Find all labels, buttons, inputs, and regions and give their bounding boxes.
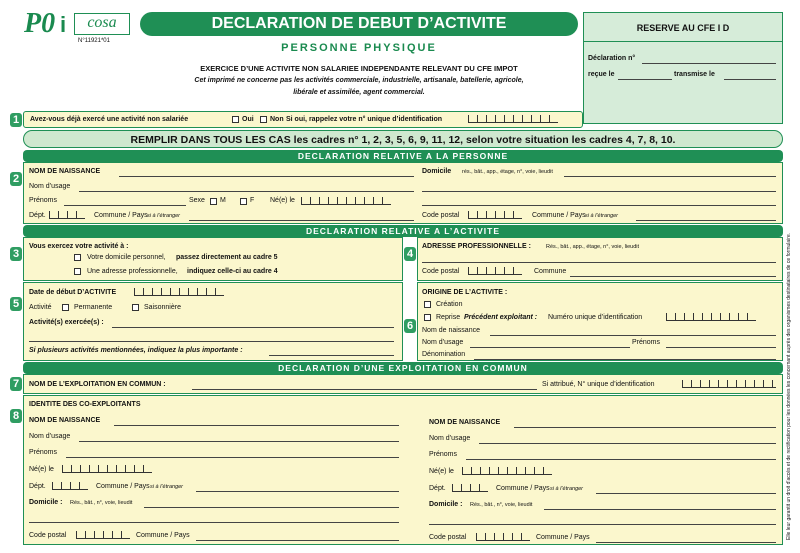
s6-prenoms-label: Prénoms <box>632 339 661 346</box>
s3-domicile-checkbox[interactable] <box>74 254 81 261</box>
s8b-commune-label: Commune / Pays <box>496 485 550 492</box>
s5-exercee-field-1[interactable] <box>112 327 394 328</box>
s6-nom-label: Nom de naissance <box>422 327 480 334</box>
s5-permanente-checkbox[interactable] <box>62 304 69 311</box>
s1-oui-checkbox[interactable] <box>232 116 239 123</box>
s3-adresse-checkbox[interactable] <box>74 268 81 275</box>
cosa-logo: cosa <box>74 13 130 35</box>
s8a-domicile-field-2[interactable] <box>29 522 399 523</box>
s2-usage-label: Nom d’usage <box>29 183 71 190</box>
s8b-prenoms-field[interactable] <box>466 459 776 460</box>
s8b-commune2-label: Commune / Pays <box>536 534 590 541</box>
bar-personne: DECLARATION RELATIVE A LA PERSONNE <box>23 150 783 162</box>
s8a-usage-label: Nom d’usage <box>29 433 71 440</box>
s6-creation-checkbox[interactable] <box>424 301 431 308</box>
s5-plusieurs-label: Si plusieurs activités mentionnées, indiquez la plus importante : <box>29 347 243 354</box>
s2-prenoms-label: Prénoms <box>29 197 58 204</box>
s8a-dept-field[interactable] <box>52 482 88 490</box>
s1-non-checkbox[interactable] <box>260 116 267 123</box>
s8b-usage-field[interactable] <box>479 443 776 444</box>
reserve-declaration-label: Déclaration n° <box>588 55 636 62</box>
side-legal-text: Elle leur garantit un droit d’accès et de rectification pour les données les concernant auprès des organismes destinataires de ce formulaire. <box>786 232 792 540</box>
s5-saisonniere-checkbox[interactable] <box>132 304 139 311</box>
s8b-ne-field[interactable] <box>462 467 552 475</box>
reserve-recu-label: reçue le <box>588 71 615 78</box>
s8a-domicile-label: Domicile : <box>29 499 63 506</box>
section-6-number: 6 <box>404 319 416 333</box>
bar-activite: DECLARATION RELATIVE A L’ACTIVITE <box>23 225 783 237</box>
s8-title: IDENTITE DES CO-EXPLOITANTS <box>29 401 141 408</box>
s6-numid-field[interactable] <box>666 313 756 321</box>
s8b-dept-label: Dépt. <box>429 485 446 492</box>
s2-domicile-field-3[interactable] <box>422 205 776 206</box>
section-8-number: 8 <box>10 409 22 423</box>
section-7-panel <box>23 374 783 394</box>
s8a-domicile-hint: Rés., bât., n°, voie, lieudit <box>70 500 133 506</box>
s6-numid-label: Numéro unique d’identification <box>548 314 643 321</box>
s7-label: NOM DE L’EXPLOITATION EN COMMUN : <box>29 381 166 388</box>
s8a-commune2-label: Commune / Pays <box>136 532 190 539</box>
s2-commune2-field[interactable] <box>636 220 776 221</box>
s8a-etranger-hint: si à l’étranger <box>150 484 184 490</box>
s2-nom-label: NOM DE NAISSANCE <box>29 168 101 175</box>
s8a-nom-field[interactable] <box>114 425 399 426</box>
s2-sexe-f-checkbox[interactable] <box>240 198 247 205</box>
s3-opt2b: indiquez celle-ci au cadre 4 <box>187 268 278 275</box>
s8b-nom-label: NOM DE NAISSANCE <box>429 419 501 426</box>
s6-precedent-label: Précédent exploitant : <box>464 314 538 321</box>
s8b-usage-label: Nom d’usage <box>429 435 471 442</box>
s6-prenoms-field[interactable] <box>666 347 776 348</box>
s2-nom-field[interactable] <box>119 176 414 177</box>
s8b-dept-field[interactable] <box>452 484 488 492</box>
s7-nom-field[interactable] <box>192 389 537 390</box>
s8a-ne-label: Né(e) le <box>29 466 54 473</box>
s8b-commune-field[interactable] <box>596 493 776 494</box>
s1-non-label: Non <box>270 116 284 123</box>
s4-commune-field[interactable] <box>570 276 776 277</box>
s2-sexe-f-label: F <box>250 197 255 204</box>
s6-usage-field[interactable] <box>470 347 630 348</box>
s6-usage-label: Nom d’usage <box>422 339 464 346</box>
s8a-commune-field[interactable] <box>196 491 399 492</box>
s8a-nom-label: NOM DE NAISSANCE <box>29 417 101 424</box>
reserve-transmise-label: transmise le <box>674 71 715 78</box>
s8b-etranger-hint: si à l’étranger <box>550 486 584 492</box>
s8b-ne-label: Né(e) le <box>429 468 454 475</box>
form-note-2: libérale et assimilée, agent commercial. <box>293 89 425 96</box>
s8a-prenoms-field[interactable] <box>66 457 399 458</box>
section-8-panel <box>23 395 783 545</box>
s8b-nom-field[interactable] <box>514 427 776 428</box>
s2-domicile-field-2[interactable] <box>422 191 776 192</box>
s6-nom-field[interactable] <box>490 335 776 336</box>
section-4-panel <box>417 237 783 281</box>
s1-id-field[interactable] <box>468 115 558 123</box>
s1-oui-label: Oui <box>242 116 254 123</box>
section-4-number: 4 <box>404 247 416 261</box>
s1-si-oui-label: Si oui, rappelez votre n° unique d’identification <box>286 116 443 123</box>
s6-denomination-field[interactable] <box>474 359 776 360</box>
reserve-declaration-field[interactable] <box>642 63 776 64</box>
s4-commune-label: Commune <box>534 268 567 275</box>
reserve-transmise-field[interactable] <box>724 79 776 80</box>
s6-reprise-label: Reprise <box>436 314 461 321</box>
s4-title: ADRESSE PROFESSIONNELLE : <box>422 243 531 250</box>
s2-cp-label: Code postal <box>422 212 460 219</box>
form-reference: N°11921*01 <box>78 38 110 44</box>
s2-sexe-m-checkbox[interactable] <box>210 198 217 205</box>
s3-question: Vous exercez votre activité à : <box>29 243 129 250</box>
s6-reprise-checkbox[interactable] <box>424 314 431 321</box>
s8b-domicile-field-2[interactable] <box>429 524 776 525</box>
s5-permanente-label: Permanente <box>74 304 113 311</box>
s8b-cp-label: Code postal <box>429 534 467 541</box>
s8b-prenoms-label: Prénoms <box>429 451 458 458</box>
section-7-number: 7 <box>10 377 22 391</box>
s2-sexe-label: Sexe <box>189 197 205 204</box>
section-6-panel <box>417 282 783 361</box>
s5-exercee-label: Activité(s) exercée(s) : <box>29 319 104 326</box>
s8a-dept-label: Dépt. <box>29 483 46 490</box>
s4-adresse-field[interactable] <box>422 262 776 263</box>
s5-date-label: Date de début D’ACTIVITE <box>29 289 117 296</box>
s5-plusieurs-field[interactable] <box>269 355 394 356</box>
reserve-title: RESERVE AU CFE I D <box>584 13 782 42</box>
s6-title: ORIGINE DE L’ACTIVITE : <box>422 289 508 296</box>
s8b-domicile-field-1[interactable] <box>544 509 776 510</box>
s2-sexe-m-label: M <box>220 197 226 204</box>
s2-prenoms-field[interactable] <box>64 205 186 206</box>
s2-etranger-hint: si à l’étranger <box>147 213 181 219</box>
section-1-panel <box>23 111 583 128</box>
s8a-commune-label: Commune / Pays <box>96 483 150 490</box>
s3-opt1a: Votre domicile personnel, <box>87 254 166 261</box>
s2-usage-field[interactable] <box>79 191 414 192</box>
s4-cp-label: Code postal <box>422 268 460 275</box>
s5-date-field[interactable] <box>134 288 224 296</box>
s1-question: Avez-vous déjà exercé une activité non salariée <box>30 116 189 123</box>
form-subtitle: PERSONNE PHYSIQUE <box>281 42 437 54</box>
section-5-panel <box>23 282 403 361</box>
form-logo-i: i <box>60 12 67 37</box>
s2-ne-label: Né(e) le <box>270 197 295 204</box>
s8b-cp-field[interactable] <box>476 533 530 541</box>
s8a-prenoms-label: Prénoms <box>29 449 58 456</box>
form-note-1: Cet imprimé ne concerne pas les activités commerciale, industrielle, artisanale, batellerie, agricole, <box>194 77 524 84</box>
s2-domicile-label: Domicile <box>422 168 452 175</box>
s5-exercee-field-2[interactable] <box>29 341 394 342</box>
section-1-number: 1 <box>10 113 22 127</box>
bar-commun: DECLARATION D’UNE EXPLOITATION EN COMMUN <box>23 362 783 374</box>
s8a-cp-field[interactable] <box>76 531 130 539</box>
s8a-usage-field[interactable] <box>79 441 399 442</box>
s8a-cp-label: Code postal <box>29 532 67 539</box>
s2-dept-label: Dépt. <box>29 212 46 219</box>
section-2-number: 2 <box>10 172 22 186</box>
section-3-panel <box>23 237 403 281</box>
s3-opt1b: passez directement au cadre 5 <box>176 254 278 261</box>
s6-denomination-label: Dénomination <box>422 351 466 358</box>
form-title: DECLARATION DE DEBUT D’ACTIVITE <box>140 12 578 36</box>
section-3-number: 3 <box>10 247 22 261</box>
s4-hint: Rés., bât., app., étage, n°, voie, lieudit <box>546 244 640 250</box>
reserve-recu-field[interactable] <box>618 79 672 80</box>
section-5-number: 5 <box>10 297 22 311</box>
s3-opt2a: Une adresse professionnelle, <box>87 268 178 275</box>
s2-commune-label: Commune / Pays <box>94 212 148 219</box>
s2-ne-field[interactable] <box>301 197 391 205</box>
s8b-domicile-label: Domicile : <box>429 501 463 508</box>
s8a-commune2-field[interactable] <box>196 540 399 541</box>
s4-cp-field[interactable] <box>468 267 522 275</box>
s8a-ne-field[interactable] <box>62 465 152 473</box>
s8b-domicile-hint: Rés., bât., n°, voie, lieudit <box>470 502 533 508</box>
s7-id-field[interactable] <box>682 380 776 388</box>
s2-domicile-field-1[interactable] <box>564 176 776 177</box>
s2-cp-field[interactable] <box>468 211 522 219</box>
s2-domicile-hint: rés., bât., app., étage, n°, voie, lieudit <box>462 169 553 175</box>
s7-attribue-label: Si attribué, N° unique d’identification <box>542 381 655 388</box>
form-description: EXERCICE D’UNE ACTIVITE NON SALARIEE INDEPENDANTE RELEVANT DU CFE IMPOT <box>200 64 518 73</box>
section-2-panel <box>23 162 783 224</box>
s5-activite-label: Activité <box>29 304 52 311</box>
s2-etranger2-hint: si à l’étranger <box>585 213 619 219</box>
s5-saisonniere-label: Saisonnière <box>144 304 181 311</box>
s2-commune-field[interactable] <box>189 220 414 221</box>
s2-commune2-label: Commune / Pays <box>532 212 586 219</box>
s2-dept-field[interactable] <box>49 211 85 219</box>
instructions-banner: REMPLIR DANS TOUS LES CAS les cadres n° 1, 2, 3, 5, 6, 9, 11, 12, selon votre situation les cadres 4, 7, 8, 10. <box>23 130 783 148</box>
s8b-commune2-field[interactable] <box>596 542 776 543</box>
form-logo-p0: P0 <box>24 8 56 39</box>
s6-creation-label: Création <box>436 301 463 308</box>
reserve-cfe-box <box>583 12 783 124</box>
s8a-domicile-field-1[interactable] <box>144 507 399 508</box>
